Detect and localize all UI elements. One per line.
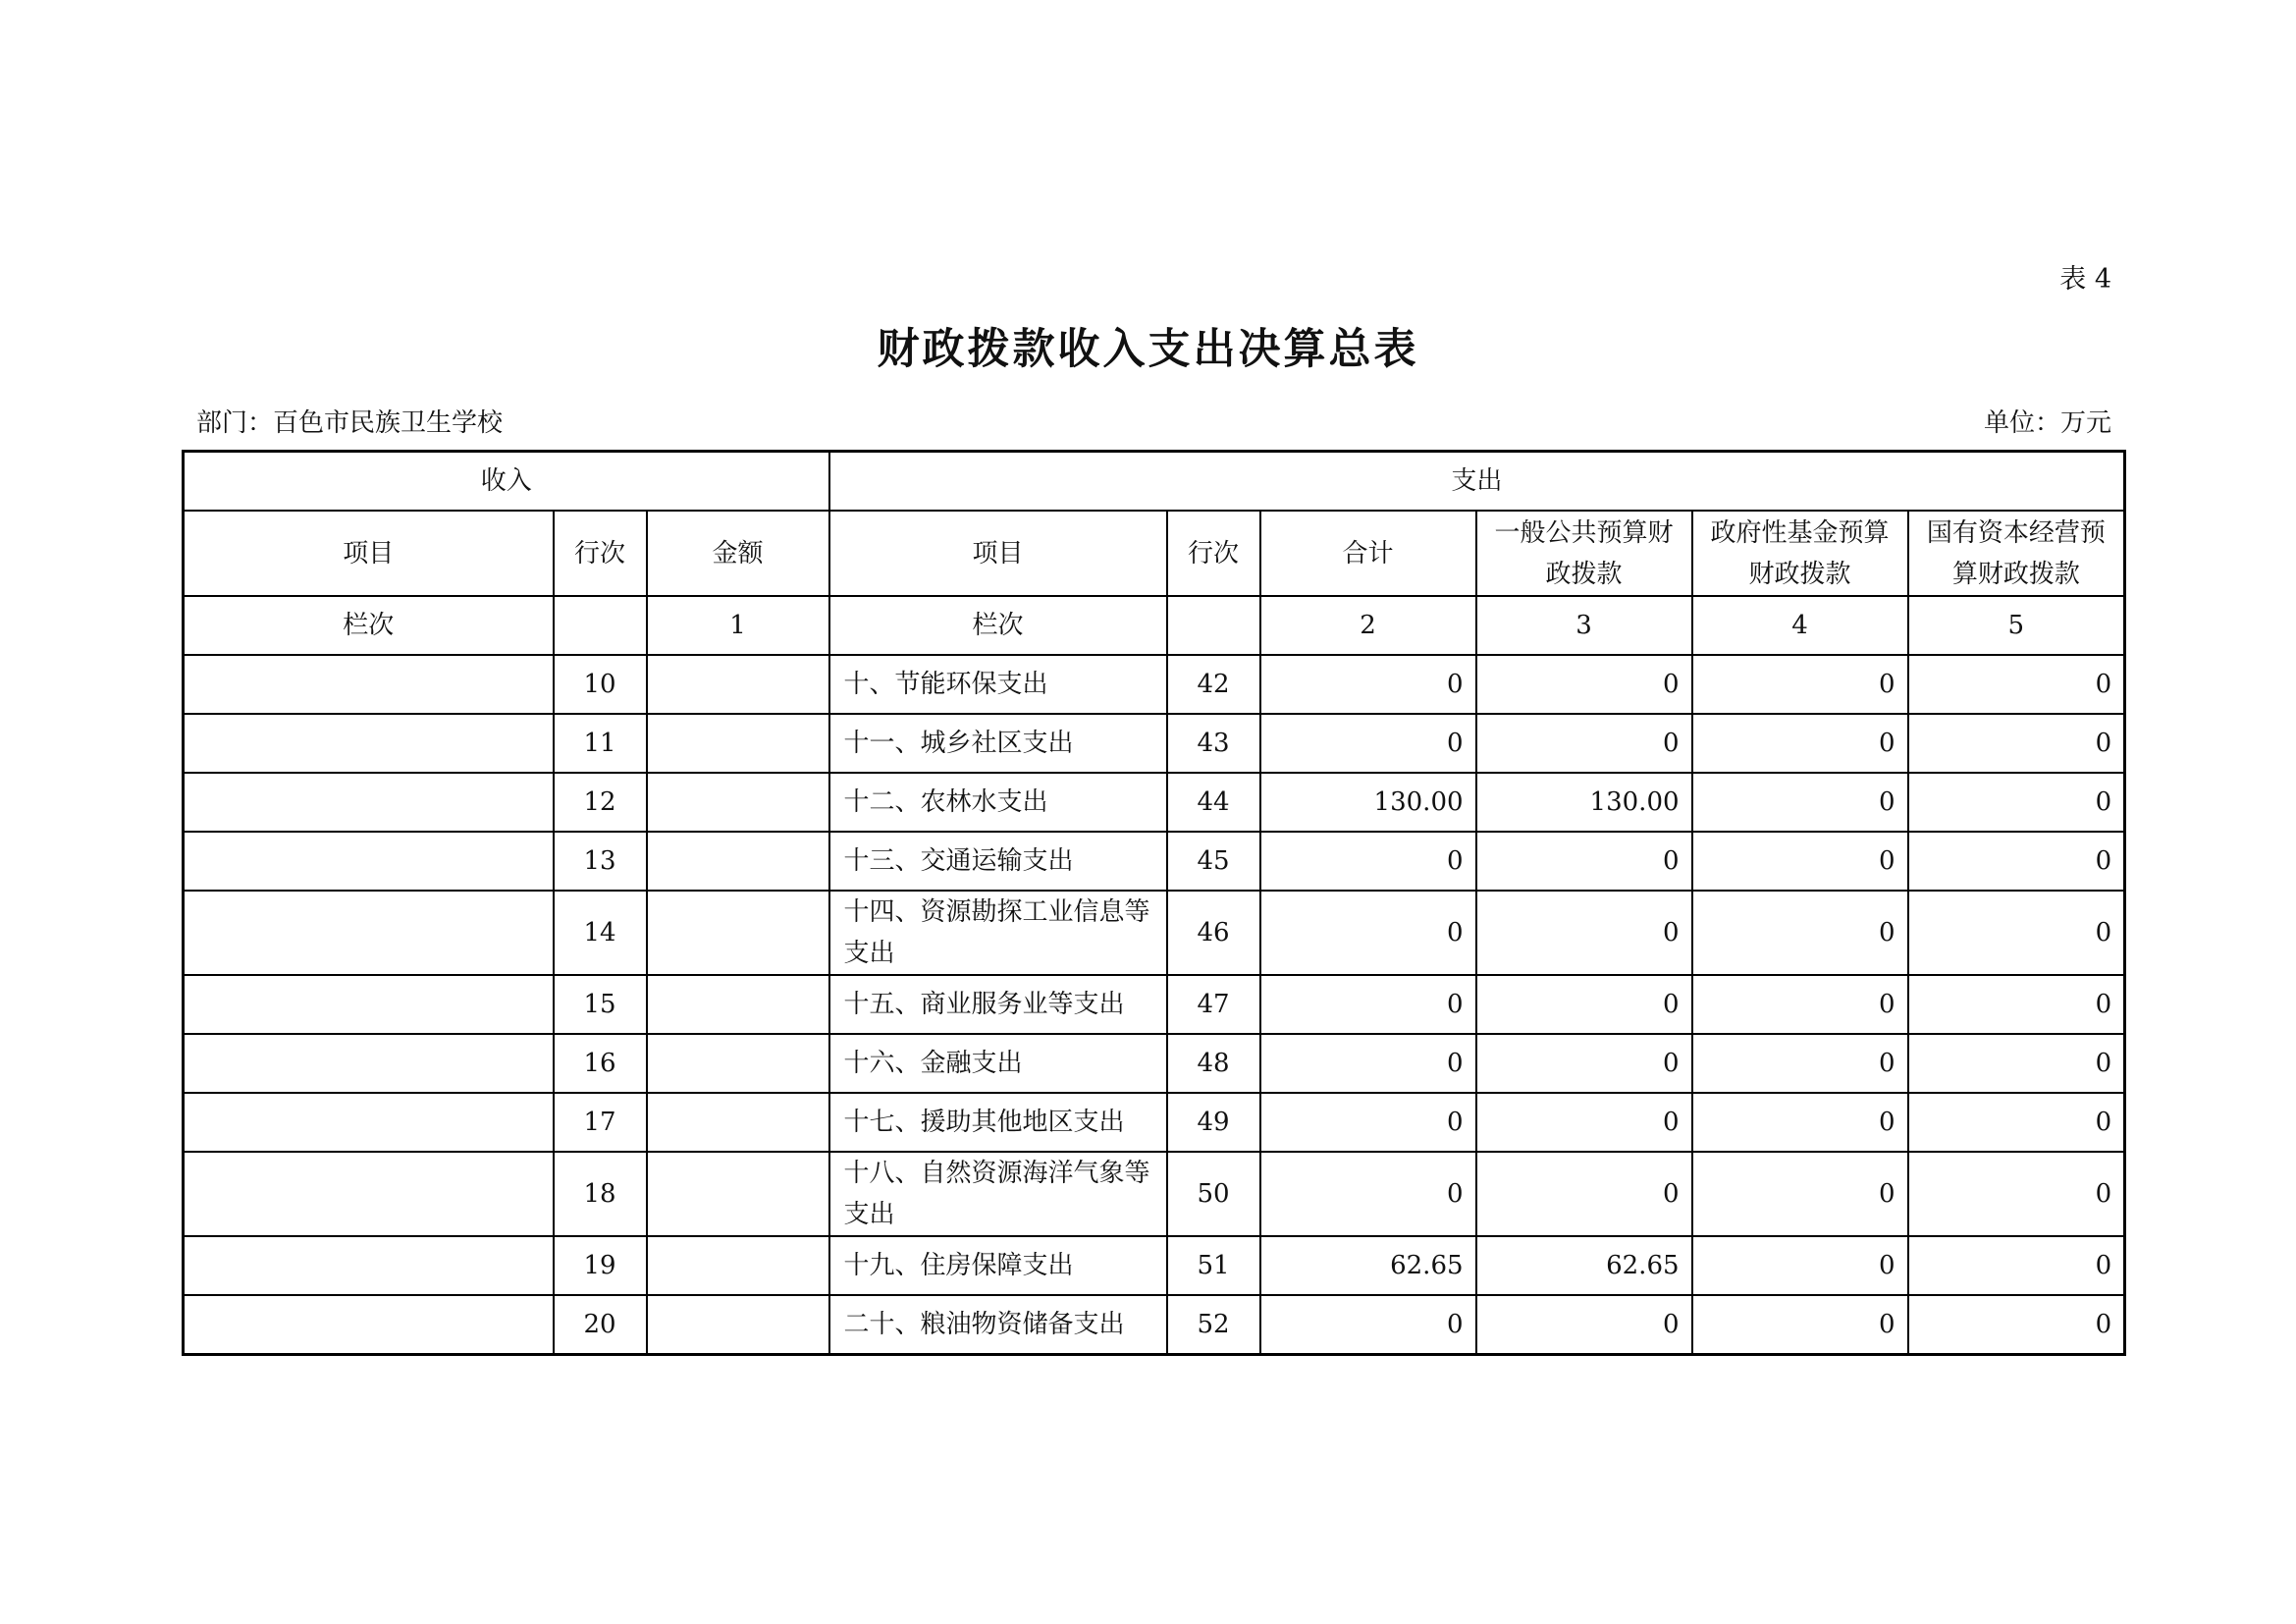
capital-budget-cell: 0 xyxy=(1908,975,2125,1034)
income-item-cell xyxy=(184,1295,554,1355)
capital-budget-cell: 0 xyxy=(1908,891,2125,975)
fund-budget-cell: 0 xyxy=(1692,1093,1908,1152)
general-budget-cell: 0 xyxy=(1476,975,1692,1034)
capital-budget-cell: 0 xyxy=(1908,1034,2125,1093)
expense-line-cell: 45 xyxy=(1167,832,1260,891)
income-amount-cell xyxy=(647,1093,829,1152)
income-item-cell xyxy=(184,1093,554,1152)
general-budget-cell: 0 xyxy=(1476,1034,1692,1093)
income-line-cell: 16 xyxy=(554,1034,647,1093)
table-row xyxy=(184,891,2125,975)
col-header-fund-budget: 政府性基金预算财政拨款 xyxy=(1692,511,1908,596)
expense-item-cell: 十、节能环保支出 xyxy=(829,655,1167,714)
income-amount-cell xyxy=(647,975,829,1034)
fund-budget-cell: 0 xyxy=(1692,1236,1908,1295)
general-budget-cell: 0 xyxy=(1476,1152,1692,1236)
general-budget-cell: 0 xyxy=(1476,714,1692,773)
col-header-general-budget: 一般公共预算财政拨款 xyxy=(1476,511,1692,596)
total-cell: 130.00 xyxy=(1260,773,1476,832)
total-cell: 0 xyxy=(1260,832,1476,891)
expense-line-cell: 43 xyxy=(1167,714,1260,773)
column-index-cell: 栏次 xyxy=(184,596,554,655)
expense-item-cell: 十八、自然资源海洋气象等支出 xyxy=(829,1152,1167,1236)
table-row xyxy=(184,975,2125,1034)
income-item-cell xyxy=(184,891,554,975)
income-line-cell: 17 xyxy=(554,1093,647,1152)
capital-budget-cell: 0 xyxy=(1908,1236,2125,1295)
income-item-cell xyxy=(184,975,554,1034)
income-line-cell: 19 xyxy=(554,1236,647,1295)
col-header-expense-line: 行次 xyxy=(1167,511,1260,596)
expense-line-cell: 44 xyxy=(1167,773,1260,832)
fund-budget-cell: 0 xyxy=(1692,1152,1908,1236)
column-index-cell: 4 xyxy=(1692,596,1908,655)
column-index-cell: 1 xyxy=(647,596,829,655)
table-row xyxy=(184,1152,2125,1236)
page-title: 财政拨款收入支出决算总表 xyxy=(877,325,1419,374)
expense-line-cell: 42 xyxy=(1167,655,1260,714)
col-header-total: 合计 xyxy=(1260,511,1476,596)
income-amount-cell xyxy=(647,714,829,773)
col-header-capital-budget: 国有资本经营预算财政拨款 xyxy=(1908,511,2125,596)
expense-item-cell: 十五、商业服务业等支出 xyxy=(829,975,1167,1034)
col-header-income-amount: 金额 xyxy=(647,511,829,596)
expense-item-cell: 十三、交通运输支出 xyxy=(829,832,1167,891)
income-item-cell xyxy=(184,1236,554,1295)
table-row xyxy=(184,655,2125,714)
income-amount-cell xyxy=(647,773,829,832)
expense-line-cell: 47 xyxy=(1167,975,1260,1034)
fund-budget-cell: 0 xyxy=(1692,714,1908,773)
expense-item-cell: 二十、粮油物资储备支出 xyxy=(829,1295,1167,1355)
income-amount-cell xyxy=(647,1152,829,1236)
fund-budget-cell: 0 xyxy=(1692,773,1908,832)
capital-budget-cell: 0 xyxy=(1908,714,2125,773)
column-index-cell: 2 xyxy=(1260,596,1476,655)
total-cell: 0 xyxy=(1260,1093,1476,1152)
expense-line-cell: 52 xyxy=(1167,1295,1260,1355)
expense-item-cell: 十九、住房保障支出 xyxy=(829,1236,1167,1295)
table-row xyxy=(184,1236,2125,1295)
column-index-cell: 3 xyxy=(1476,596,1692,655)
fund-budget-cell: 0 xyxy=(1692,655,1908,714)
expense-item-cell: 十六、金融支出 xyxy=(829,1034,1167,1093)
income-line-cell: 20 xyxy=(554,1295,647,1355)
income-amount-cell xyxy=(647,891,829,975)
total-cell: 0 xyxy=(1260,1034,1476,1093)
total-cell: 0 xyxy=(1260,655,1476,714)
expense-line-cell: 51 xyxy=(1167,1236,1260,1295)
capital-budget-cell: 0 xyxy=(1908,1152,2125,1236)
income-group-header: 收入 xyxy=(184,452,829,512)
table-row xyxy=(184,1093,2125,1152)
expense-item-cell: 十一、城乡社区支出 xyxy=(829,714,1167,773)
general-budget-cell: 0 xyxy=(1476,1295,1692,1355)
table-row xyxy=(184,773,2125,832)
income-line-cell: 13 xyxy=(554,832,647,891)
table-number: 表 4 xyxy=(2059,264,2111,295)
capital-budget-cell: 0 xyxy=(1908,1093,2125,1152)
column-index-cell xyxy=(1167,596,1260,655)
income-line-cell: 10 xyxy=(554,655,647,714)
income-line-cell: 11 xyxy=(554,714,647,773)
fund-budget-cell: 0 xyxy=(1692,832,1908,891)
total-cell: 0 xyxy=(1260,891,1476,975)
col-header-income-item: 项目 xyxy=(184,511,554,596)
table-row xyxy=(184,1034,2125,1093)
fund-budget-cell: 0 xyxy=(1692,1295,1908,1355)
expense-item-cell: 十七、援助其他地区支出 xyxy=(829,1093,1167,1152)
unit-label: 单位：万元 xyxy=(1983,408,2111,438)
total-cell: 0 xyxy=(1260,714,1476,773)
total-cell: 0 xyxy=(1260,1152,1476,1236)
fund-budget-cell: 0 xyxy=(1692,1034,1908,1093)
fund-budget-cell: 0 xyxy=(1692,891,1908,975)
income-line-cell: 15 xyxy=(554,975,647,1034)
column-index-cell xyxy=(554,596,647,655)
capital-budget-cell: 0 xyxy=(1908,655,2125,714)
general-budget-cell: 0 xyxy=(1476,1093,1692,1152)
expense-line-cell: 48 xyxy=(1167,1034,1260,1093)
income-amount-cell xyxy=(647,655,829,714)
expense-line-cell: 46 xyxy=(1167,891,1260,975)
income-line-cell: 14 xyxy=(554,891,647,975)
total-cell: 0 xyxy=(1260,975,1476,1034)
income-line-cell: 12 xyxy=(554,773,647,832)
general-budget-cell: 0 xyxy=(1476,655,1692,714)
capital-budget-cell: 0 xyxy=(1908,832,2125,891)
income-amount-cell xyxy=(647,1034,829,1093)
income-item-cell xyxy=(184,773,554,832)
income-line-cell: 18 xyxy=(554,1152,647,1236)
general-budget-cell: 130.00 xyxy=(1476,773,1692,832)
budget-table xyxy=(182,450,2126,1356)
capital-budget-cell: 0 xyxy=(1908,1295,2125,1355)
income-item-cell xyxy=(184,655,554,714)
table-row xyxy=(184,714,2125,773)
table-row xyxy=(184,832,2125,891)
fund-budget-cell: 0 xyxy=(1692,975,1908,1034)
expense-item-cell: 十四、资源勘探工业信息等支出 xyxy=(829,891,1167,975)
expense-group-header: 支出 xyxy=(829,452,2125,512)
income-item-cell xyxy=(184,714,554,773)
income-item-cell xyxy=(184,1152,554,1236)
expense-line-cell: 49 xyxy=(1167,1093,1260,1152)
expense-item-cell: 十二、农林水支出 xyxy=(829,773,1167,832)
general-budget-cell: 62.65 xyxy=(1476,1236,1692,1295)
column-index-cell: 栏次 xyxy=(829,596,1167,655)
expense-line-cell: 50 xyxy=(1167,1152,1260,1236)
income-amount-cell xyxy=(647,1236,829,1295)
income-item-cell xyxy=(184,1034,554,1093)
income-amount-cell xyxy=(647,832,829,891)
col-header-income-line: 行次 xyxy=(554,511,647,596)
income-item-cell xyxy=(184,832,554,891)
table-row xyxy=(184,1295,2125,1355)
department-label: 部门：百色市民族卫生学校 xyxy=(196,408,504,438)
total-cell: 62.65 xyxy=(1260,1236,1476,1295)
total-cell: 0 xyxy=(1260,1295,1476,1355)
col-header-expense-item: 项目 xyxy=(829,511,1167,596)
capital-budget-cell: 0 xyxy=(1908,773,2125,832)
general-budget-cell: 0 xyxy=(1476,891,1692,975)
general-budget-cell: 0 xyxy=(1476,832,1692,891)
income-amount-cell xyxy=(647,1295,829,1355)
column-index-cell: 5 xyxy=(1908,596,2125,655)
